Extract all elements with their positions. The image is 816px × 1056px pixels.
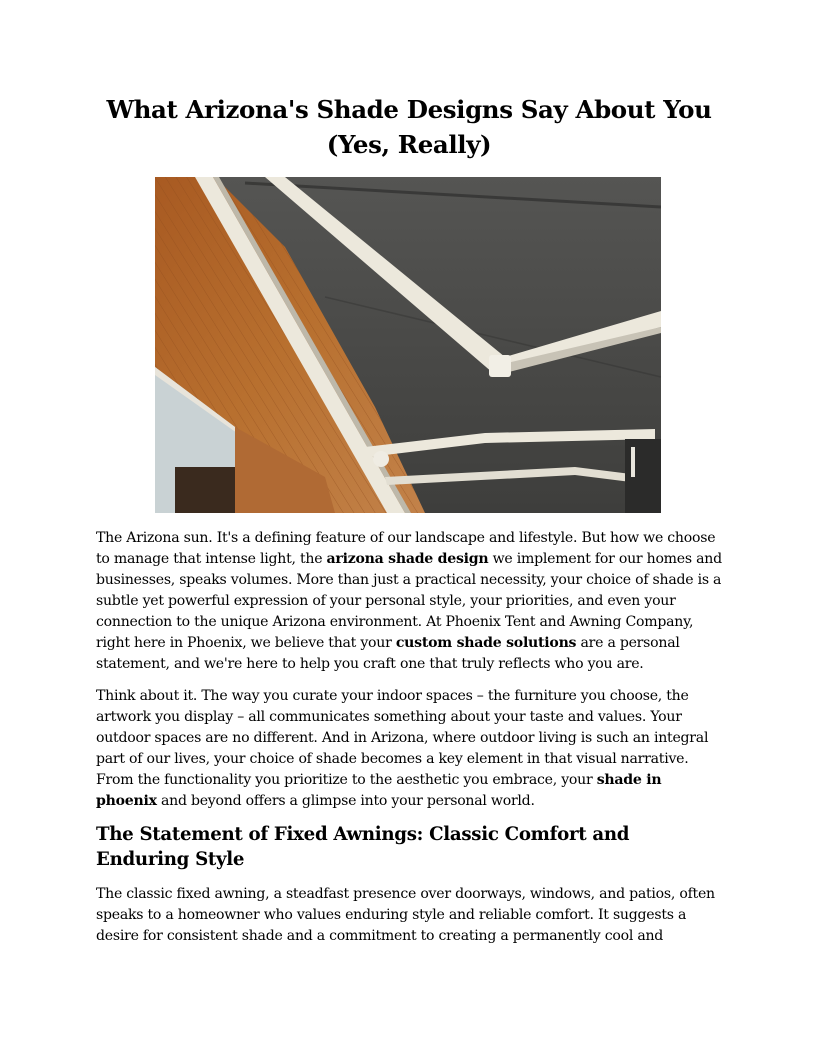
- page-title: What Arizona's Shade Designs Say About You (Yes, Really): [106, 95, 712, 159]
- think-bold-shade-in-phoenix: shade in phoenix: [96, 772, 662, 809]
- intro-text-2: we implement for our homes and businesses, speaks volumes. More than just a practical necessity, your choice of shade is a subtle yet powerful expression of your personal style, your priorities, and even your connection to the unique Arizona environment. At Phoenix Tent and Awning Company, right here in Phoenix, we believe that your: [96, 551, 722, 651]
- intro-paragraph: [96, 528, 726, 675]
- awning-photo-icon: [155, 177, 661, 513]
- intro-bold-arizona-shade-design: arizona shade design: [326, 551, 489, 567]
- intro-text-1: The Arizona sun. It's a defining feature of our landscape and lifestyle. But how we choose to manage that intense light, the: [96, 530, 716, 567]
- fixed-awnings-text: The classic fixed awning, a steadfast presence over doorways, windows, and patios, often speaks to a homeowner who values enduring style and reliable comfort. It suggests a desire for consistent shade and a commitment to creating a permanently cool and: [96, 886, 715, 944]
- intro-bold-custom-shade-solutions: custom shade solutions: [395, 635, 577, 651]
- think-paragraph: [96, 686, 726, 812]
- think-text-2: and beyond offers a glimpse into your personal world.: [156, 793, 535, 809]
- intro-text-3: are a personal statement, and we're here to help you craft one that truly reflects who you are.: [96, 635, 680, 672]
- section-heading: The Statement of Fixed Awnings: Classic Comfort and Enduring Style: [96, 824, 630, 870]
- think-text-1: Think about it. The way you curate your indoor spaces – the furniture you choose, the artwork you display – all communicates something about your taste and values. Your outdoor spaces are no different. And in Arizona, where outdoor living is such an integral part of our lives, your choice of shade becomes a key element in that visual narrative. From the functionality you prioritize to the aesthetic you embrace, your: [96, 688, 709, 788]
- fixed-awnings-paragraph: [96, 884, 726, 947]
